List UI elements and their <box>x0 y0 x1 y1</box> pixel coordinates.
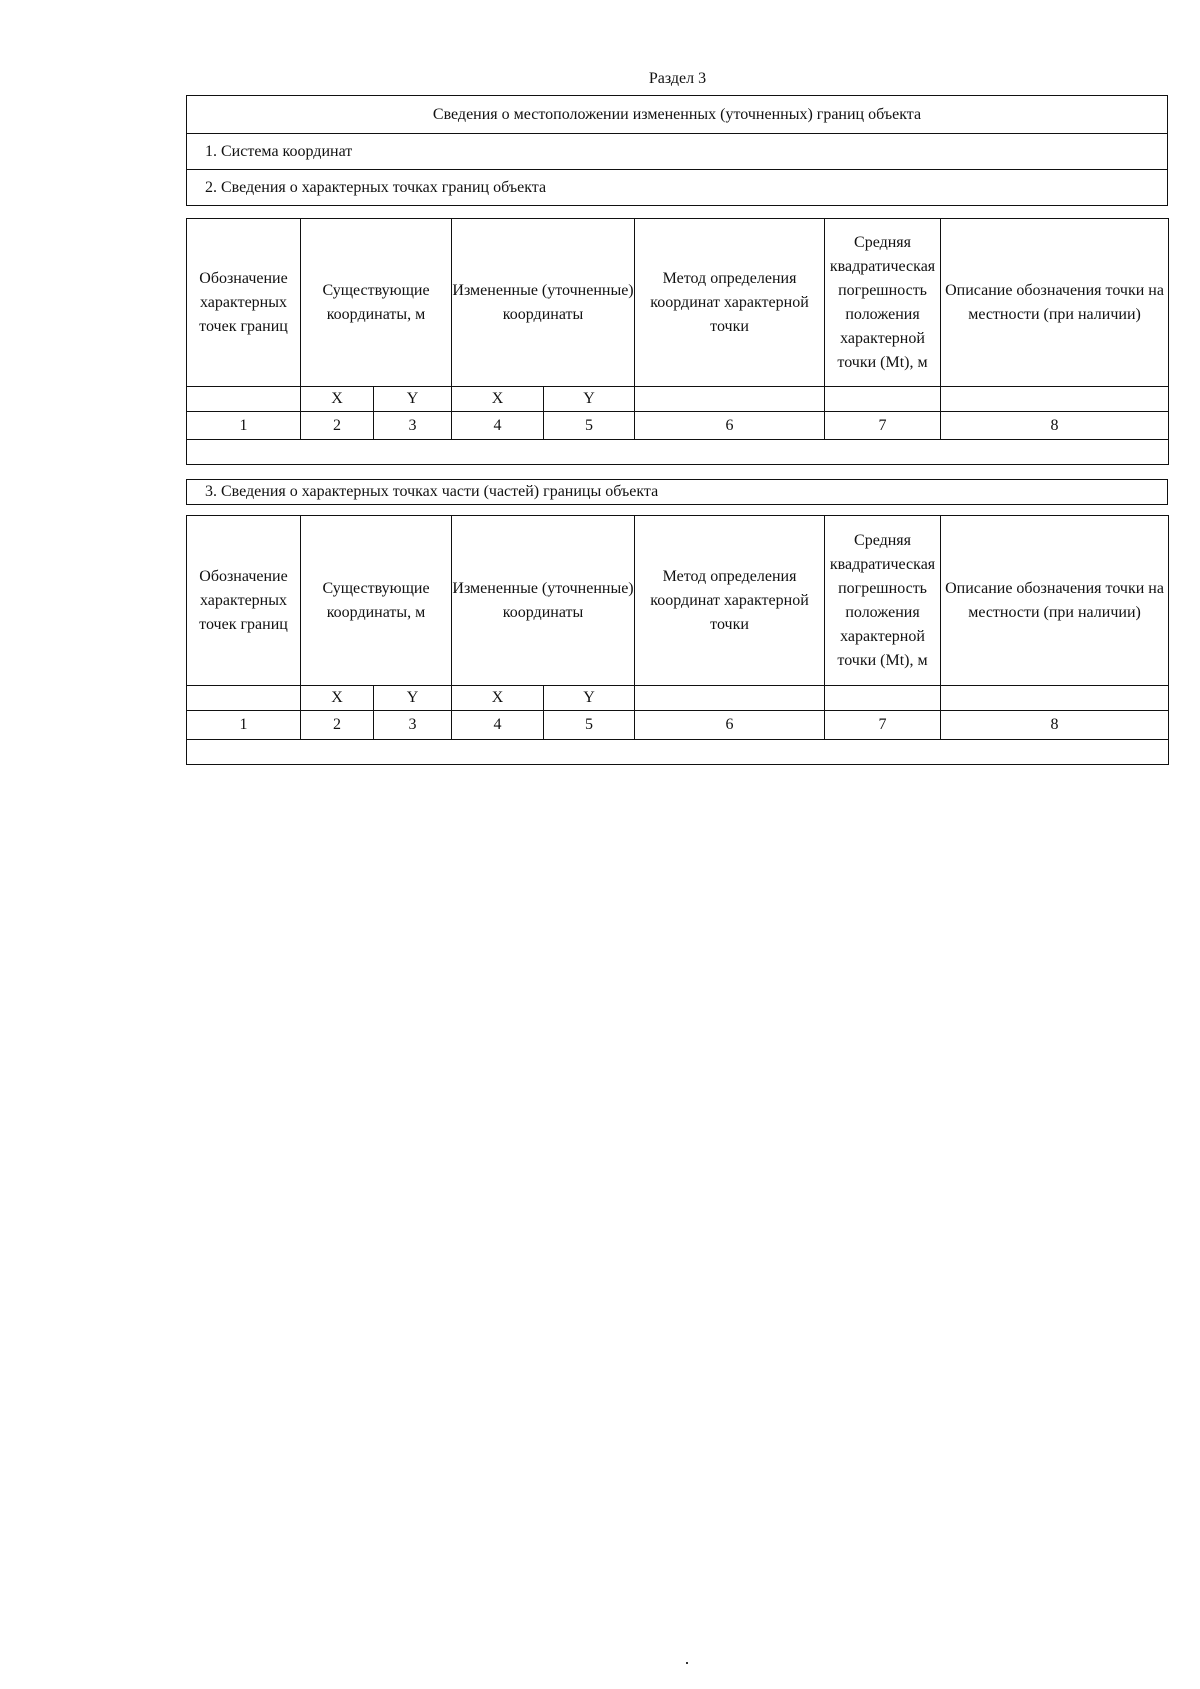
col-existing-coordinates: Существующие координаты, м <box>301 516 452 686</box>
existing-y: Y <box>374 686 452 711</box>
header-box <box>186 95 1168 206</box>
section3-box <box>186 479 1168 505</box>
existing-y: Y <box>374 387 452 412</box>
col-number: 6 <box>635 412 825 440</box>
boundary-points-item: 2. Сведения о характерных точках границ объекта <box>187 169 1167 205</box>
col-method: Метод определения координат характерной точки <box>635 516 825 686</box>
changed-y: Y <box>544 686 635 711</box>
section-title: Раздел 3 <box>648 70 707 87</box>
col-mean-square-error: Средняя квадратическая погрешность положения характерной точки (Mt), м <box>825 219 941 387</box>
col-number: 2 <box>301 711 374 740</box>
col-changed-coordinates: Измененные (уточненные) координаты <box>452 516 635 686</box>
coordinate-system-item: 1. Система координат <box>187 133 1167 169</box>
col-description: Описание обозначения точки на местности (при наличии) <box>941 219 1169 387</box>
col-number: 1 <box>187 412 301 440</box>
existing-x: X <box>301 387 374 412</box>
part-boundary-points-item: 3. Сведения о характерных точках части (частей) границы объекта <box>205 483 659 500</box>
col-number: 4 <box>452 711 544 740</box>
col-point-designation: Обозначение характерных точек границ <box>187 219 301 387</box>
col-number: 1 <box>187 711 301 740</box>
changed-y: Y <box>544 387 635 412</box>
col-number: 7 <box>825 711 941 740</box>
col-point-designation: Обозначение характерных точек границ <box>187 516 301 686</box>
col-number: 5 <box>544 711 635 740</box>
table-empty-row <box>187 740 1169 765</box>
existing-x: X <box>301 686 374 711</box>
col-number: 5 <box>544 412 635 440</box>
changed-x: X <box>452 387 544 412</box>
changed-x: X <box>452 686 544 711</box>
table-number-row <box>187 412 1169 440</box>
col-number: 4 <box>452 412 544 440</box>
table-empty-row <box>187 440 1169 465</box>
col-method: Метод определения координат характерной точки <box>635 219 825 387</box>
col-number: 2 <box>301 412 374 440</box>
col-changed-coordinates: Измененные (уточненные) координаты <box>452 219 635 387</box>
col-number: 8 <box>941 711 1169 740</box>
table-xy-row <box>187 686 1169 711</box>
col-existing-coordinates: Существующие координаты, м <box>301 219 452 387</box>
part-boundary-points-table <box>186 515 1169 765</box>
col-number: 3 <box>374 711 452 740</box>
col-mean-square-error: Средняя квадратическая погрешность положения характерной точки (Mt), м <box>825 516 941 686</box>
col-number: 8 <box>941 412 1169 440</box>
header-title: Сведения о местоположении измененных (уточненных) границ объекта <box>432 105 922 123</box>
col-number: 3 <box>374 412 452 440</box>
table-header-row <box>187 516 1169 686</box>
col-number: 6 <box>635 711 825 740</box>
table-xy-row <box>187 387 1169 412</box>
col-description: Описание обозначения точки на местности (при наличии) <box>941 516 1169 686</box>
scan-speck <box>686 1662 688 1664</box>
boundary-points-table <box>186 218 1169 465</box>
table-header-row <box>187 219 1169 387</box>
col-number: 7 <box>825 412 941 440</box>
table-number-row <box>187 711 1169 740</box>
